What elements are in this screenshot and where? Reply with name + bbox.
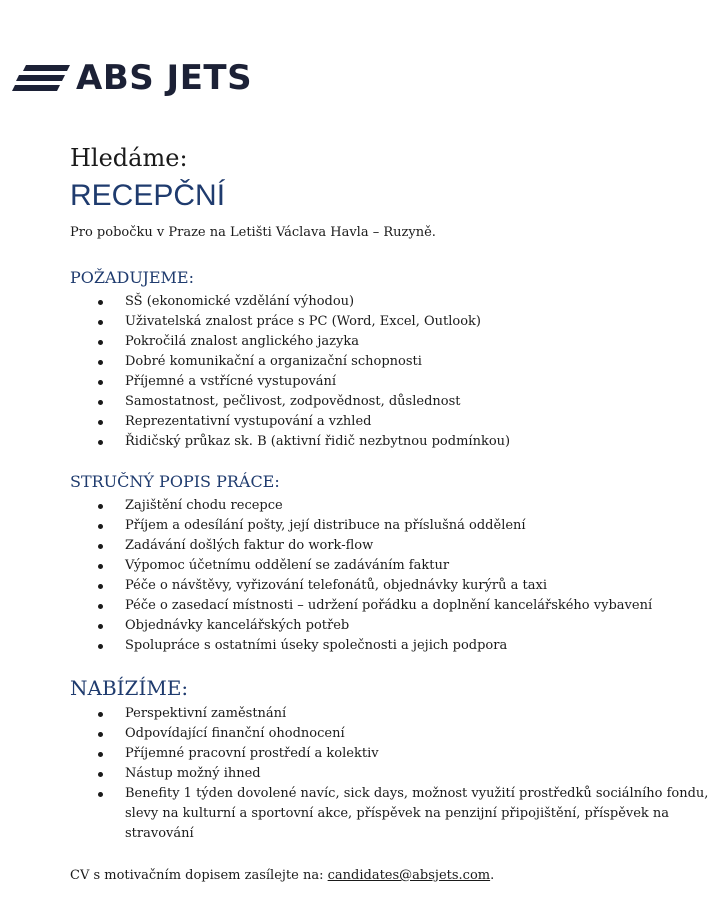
- list-item: SŠ (ekonomické vzdělání výhodou): [125, 292, 720, 312]
- list-item: Péče o zasedací místnosti – udržení pořádku a doplnění kancelářského vybavení: [125, 596, 720, 616]
- list-item: Samostatnost, pečlivost, zodpovědnost, důslednost: [125, 392, 720, 412]
- list-item: Reprezentativní vystupování a vzhled: [125, 412, 720, 432]
- contact-prefix: CV s motivačním dopisem zasílejte na:: [70, 868, 328, 883]
- list-item: Zajištění chodu recepce: [125, 496, 720, 516]
- requirements-list: [70, 292, 720, 452]
- company-logo: [12, 60, 252, 96]
- list-item: Odpovídající finanční ohodnocení: [125, 724, 720, 744]
- list-item: Příjem a odesílání pošty, její distribuce na příslušná oddělení: [125, 516, 720, 536]
- list-item: Nástup možný ihned: [125, 764, 720, 784]
- requirements-title: POŽADUJEME:: [70, 268, 194, 287]
- contact-line: [70, 867, 720, 885]
- logo-text: ABS JETS: [76, 58, 253, 98]
- list-item: Benefity 1 týden dovolené navíc, sick days, možnost využití prostředků sociálního fondu, slevy na kulturní a sportovní akce, příspěvek na penzijní připojištění, příspěvek na stravování: [125, 784, 720, 844]
- heading-lead: Hledáme:: [70, 144, 188, 172]
- list-item: Výpomoc účetnímu oddělení se zadáváním faktur: [125, 556, 720, 576]
- list-item: Zadávání došlých faktur do work-flow: [125, 536, 720, 556]
- email-link[interactable]: candidates@absjets.com: [327, 868, 491, 883]
- offer-list: [70, 704, 720, 844]
- offer-title: NABÍZÍME:: [70, 676, 189, 700]
- job-posting: [70, 142, 720, 885]
- speed-lines-icon: [12, 63, 70, 93]
- position-title: RECEPČNÍ: [70, 179, 226, 212]
- contact-suffix: .: [490, 868, 495, 883]
- list-item: Příjemné a vstřícné vystupování: [125, 372, 720, 392]
- list-item: Řidičský průkaz sk. B (aktivní řidič nezbytnou podmínkou): [125, 432, 720, 452]
- list-item: Dobré komunikační a organizační schopnosti: [125, 352, 720, 372]
- offer-section: [70, 676, 720, 844]
- list-item: Spolupráce s ostatními úseky společnosti a jejich podpora: [125, 636, 720, 656]
- description-section: [70, 472, 720, 656]
- requirements-section: [70, 268, 720, 452]
- list-item: Uživatelská znalost práce s PC (Word, Excel, Outlook): [125, 312, 720, 332]
- description-list: [70, 496, 720, 656]
- list-item: Perspektivní zaměstnání: [125, 704, 720, 724]
- list-item: Objednávky kancelářských potřeb: [125, 616, 720, 636]
- list-item: Péče o návštěvy, vyřizování telefonátů, objednávky kurýrů a taxi: [125, 576, 720, 596]
- location-text: Pro pobočku v Praze na Letišti Václava Havla – Ruzyně.: [70, 225, 436, 240]
- description-title: STRUČNÝ POPIS PRÁCE:: [70, 472, 280, 491]
- list-item: Pokročilá znalost anglického jazyka: [125, 332, 720, 352]
- list-item: Příjemné pracovní prostředí a kolektiv: [125, 744, 720, 764]
